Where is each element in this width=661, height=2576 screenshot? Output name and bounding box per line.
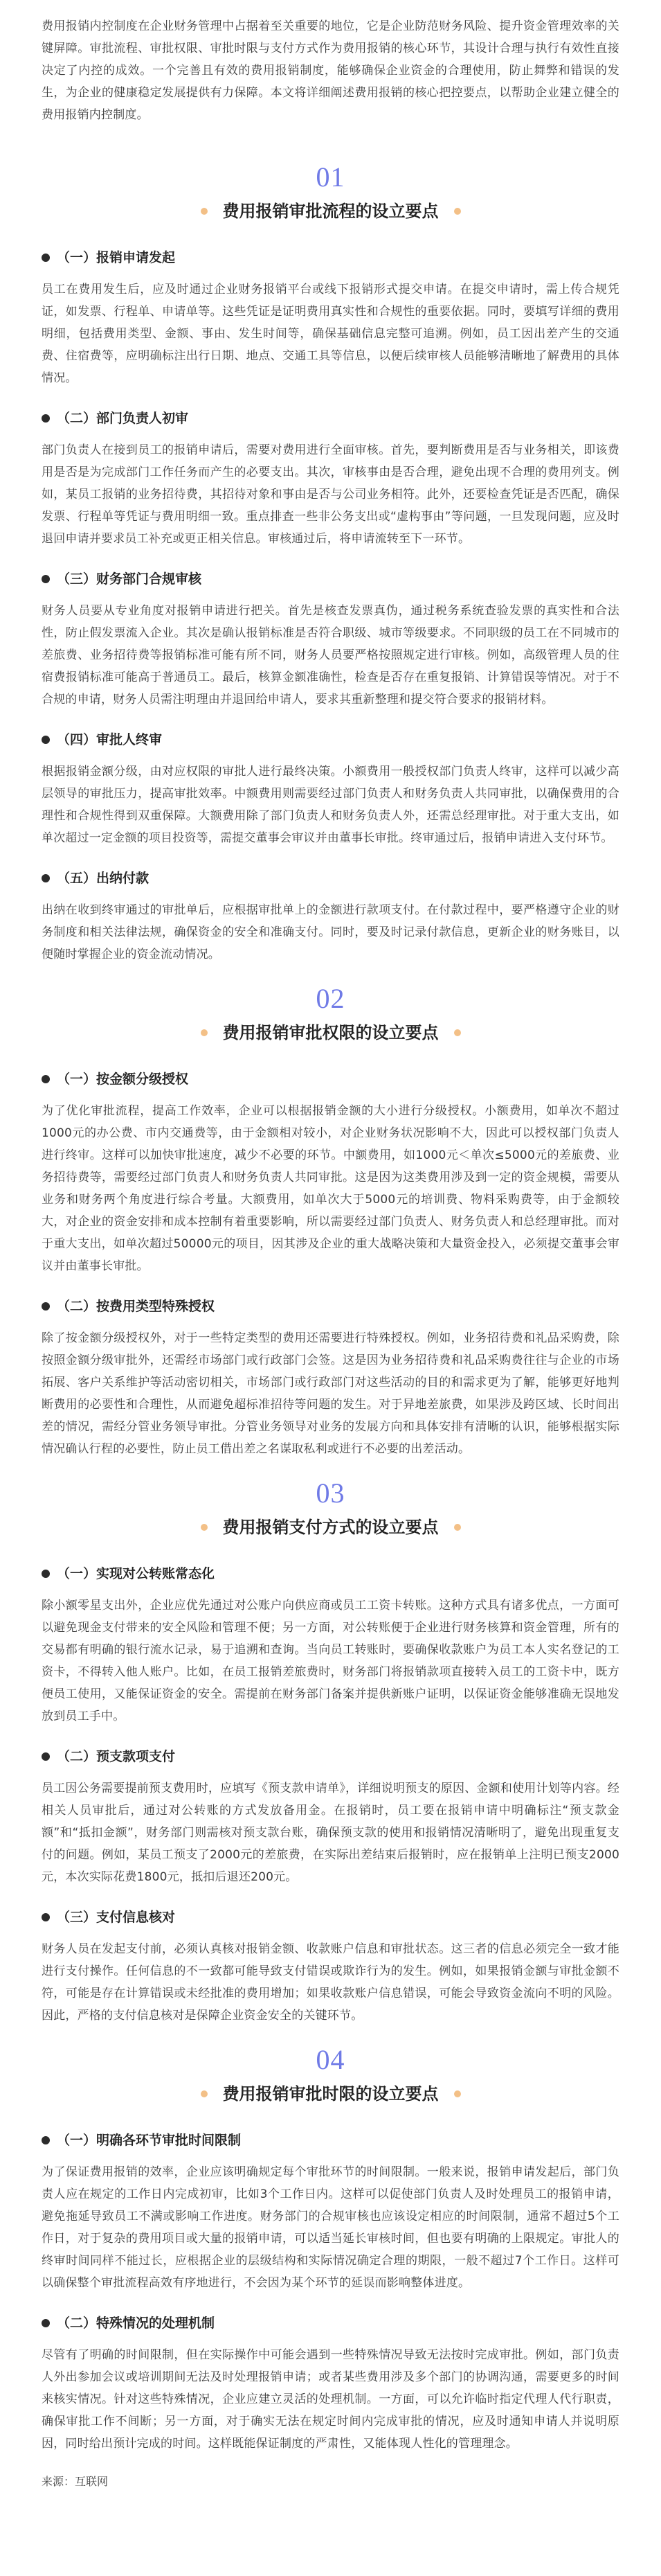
subsection-paragraph: 为了保证费用报销的效率，企业应该明确规定每个审批环节的时间限制。一般来说，报销申请发起后，部门负责人应在规定的工作日内完成初审，比如3个工作日内。这样可以促使部门负责人及时处理员工的报销申请，避免拖延导致员工不满或影响工作进度。财务部门的合规审核也应该设定相应的时间限制，通常不超过5个工作日，对于复杂的费用项目或大量的报销申请，可以适当延长审核时间，但也要有明确的上限规定。审批人的终审时间同样不能过长，应根据企业的层级结构和实际情况确定合理的期限，一般不超过7个工作日。这样可以确保整个审批流程高效有序地进行，不会因为某个环节的延误而影响整体进度。 <box>42 2165 619 2290</box>
section-title-row <box>42 2082 619 2106</box>
section-4 <box>42 2045 619 2455</box>
subsection-title: （二）特殊情况的处理机制 <box>57 2316 215 2331</box>
section-1 <box>42 162 619 966</box>
section-header <box>42 984 619 1045</box>
decor-dot-icon <box>201 208 208 215</box>
decor-dot-icon <box>454 1524 461 1531</box>
subsection-heading <box>42 1564 619 1583</box>
section-number: 02 <box>316 983 345 1014</box>
subsection-paragraph: 根据报销金额分级，由对应权限的审批人进行最终决策。小额费用一般授权部门负责人终审，这样可以减少高层领导的审批压力，提高审批效率。中额费用则需要经过部门负责人和财务负责人共同审批，以确保费用的合理性和合规性得到双重保障。大额费用除了部门负责人和财务负责人外，还需总经理审批。对于重大支出，如单次超过一定金额的项目投资等，需提交董事会审议并由董事长审批。终审通过后，报销申请进入支付环节。 <box>42 765 619 845</box>
subsection-title: （一）实现对公转账常态化 <box>57 1566 215 1581</box>
bullet-dot-icon <box>42 575 50 583</box>
decor-dot-icon <box>454 2090 461 2097</box>
section-title: 费用报销审批权限的设立要点 <box>222 1023 439 1042</box>
subsection-title: （五）出纳付款 <box>57 871 150 886</box>
bullet-dot-icon <box>42 1302 50 1311</box>
subsection-heading <box>42 248 619 267</box>
subsection-paragraph: 部门负责人在接到员工的报销申请后，需要对费用进行全面审核。首先，要判断费用是否与业务相关，即该费用是否是为完成部门工作任务而产生的必要支出。其次，审核事由是否合理，避免出现不合理的费用列支。例如，某员工报销的业务招待费，其招待对象和事由是否与公司业务相符。此外，还要检查凭证是否匹配，确保发票、行程单等凭证与费用明细一致。重点排查一些非公务支出或“虚构事由”等问题，一旦发现问题，应及时退回申请并要求员工补充或更正相关信息。审核通过后，将申请流转至下一环节。 <box>42 443 619 546</box>
section-header <box>42 1478 619 1539</box>
subsection-heading <box>42 569 619 589</box>
subsection-title: （二）部门负责人初审 <box>57 411 189 426</box>
section-number: 01 <box>316 161 345 193</box>
decor-dot-icon <box>201 1524 208 1531</box>
section-title: 费用报销支付方式的设立要点 <box>222 1518 439 1537</box>
subsection-title: （一）明确各环节审批时间限制 <box>57 2133 242 2148</box>
decor-dot-icon <box>454 208 461 215</box>
bullet-dot-icon <box>42 736 50 744</box>
subsection-paragraph: 员工在费用发生后，应及时通过企业财务报销平台或线下报销形式提交申请。在提交申请时，需上传合规凭证，如发票、行程单、申请单等。这些凭证是证明费用真实性和合规性的重要依据。同时，要填写详细的费用明细，包括费用类型、金额、事由、发生时间等，确保基础信息完整可追溯。例如，员工因出差产生的交通费、住宿费等，应明确标注出行日期、地点、交通工具等信息，以便后续审核人员能够清晰地了解费用的具体情况。 <box>42 283 619 385</box>
intro-paragraph: 费用报销内控制度在企业财务管理中占据着至关重要的地位，它是企业防范财务风险、提升资金管理效率的关键屏障。审批流程、审批权限、审批时限与支付方式作为费用报销的核心环节，其设计合理与执行有效性直接决定了内控的成效。一个完善且有效的费用报销制度，能够确保企业资金的合理使用，防止舞弊和错误的发生，为企业的健康稳定发展提供有力保障。本文将详细阐述费用报销的核心把控要点，以帮助企业建立健全的费用报销内控制度。 <box>42 19 619 122</box>
subsection-title: （二）按费用类型特殊授权 <box>57 1299 215 1314</box>
section-number: 03 <box>316 1477 345 1509</box>
subsection-paragraph: 员工因公务需要提前预支费用时，应填写《预支款申请单》，详细说明预支的原因、金额和使用计划等内容。经相关人员审批后，通过对公转账的方式发放备用金。在报销时，员工要在报销申请中明确标注“预支款金额”和“抵扣金额”，财务部门则需核对预支款台账，确保预支款的使用和报销情况清晰明了，避免出现重复支付的问题。例如，某员工预支了2000元的差旅费，在实际出差结束后报销时，应在报销单上注明已预支2000元，本次实际花费1800元，抵扣后退还200元。 <box>42 1782 619 1884</box>
subsection-title: （三）财务部门合规审核 <box>57 571 202 587</box>
subsection-paragraph: 尽管有了明确的时间限制，但在实际操作中可能会遇到一些特殊情况导致无法按时完成审批。例如，部门负责人外出参加会议或培训期间无法及时处理报销申请；或者某些费用涉及多个部门的协调沟通，需要更多的时间来核实情况。针对这些特殊情况，企业应建立灵活的处理机制。一方面，可以允许临时指定代理人代行职责，确保审批工作不间断；另一方面，对于确实无法在规定时间内完成审批的情况，应及时通知申请人并说明原因，同时给出预计完成的时间。这样既能保证制度的严肃性，又能体现人性化的管理理念。 <box>42 2348 619 2451</box>
subsection-title: （三）支付信息核对 <box>57 1910 176 1925</box>
subsection-heading <box>42 730 619 749</box>
subsection-heading <box>42 1908 619 1927</box>
subsection-heading <box>42 2131 619 2150</box>
bullet-dot-icon <box>42 254 50 262</box>
subsection-heading <box>42 869 619 888</box>
subsection-heading <box>42 1747 619 1766</box>
section-header <box>42 2045 619 2106</box>
section-title-row <box>42 1021 619 1045</box>
bullet-dot-icon <box>42 1075 50 1083</box>
subsection-heading <box>42 1069 619 1089</box>
subsection-title: （一）报销申请发起 <box>57 250 176 265</box>
subsection-heading <box>42 2313 619 2333</box>
subsection-paragraph: 财务人员要从专业角度对报销申请进行把关。首先是核查发票真伪，通过税务系统查验发票的真实性和合法性，防止假发票流入企业。其次是确认报销标准是否符合职级、城市等级要求。不同职级的员工在不同城市的差旅费、业务招待费等报销标准可能有所不同，财务人员要严格按照规定进行审核。例如，高级管理人员的住宿费报销标准可能高于普通员工。最后，核算金额准确性，检查是否存在重复报销、计算错误等情况。对于不合规的申请，财务人员需注明理由并退回给申请人，要求其重新整理和提交符合要求的报销材料。 <box>42 604 619 707</box>
subsection-title: （二）预支款项支付 <box>57 1749 176 1764</box>
subsection-paragraph: 财务人员在发起支付前，必须认真核对报销金额、收款账户信息和审批状态。这三者的信息必须完全一致才能进行支付操作。任何信息的不一致都可能导致支付错误或欺诈行为的发生。例如，如果报销金额与审批金额不符，可能是存在计算错误或未经批准的费用增加；如果收款账户信息错误，可能会导致资金流向不明的风险。因此，严格的支付信息核对是保障企业资金安全的关键环节。 <box>42 1942 619 2023</box>
subsection-paragraph: 除小额零星支出外，企业应优先通过对公账户向供应商或员工工资卡转账。这种方式具有诸多优点，一方面可以避免现金支付带来的安全风险和管理不便；另一方面，对公转账便于企业进行财务核算和资金管理，所有的交易都有明确的银行流水记录，易于追溯和查询。当向员工转账时，要确保收款账户为员工本人实名登记的工资卡，不得转入他人账户。比如，在员工报销差旅费时，财务部门将报销款项直接转入员工的工资卡中，既方便员工使用，又能保证资金的安全。需提前在财务部门备案并提供新账户证明，以保证资金能够准确无误地发放到员工手中。 <box>42 1599 619 1723</box>
section-title: 费用报销审批时限的设立要点 <box>222 2084 439 2104</box>
bullet-dot-icon <box>42 2319 50 2327</box>
section-title: 费用报销审批流程的设立要点 <box>222 202 439 221</box>
bullet-dot-icon <box>42 1570 50 1578</box>
bullet-dot-icon <box>42 2136 50 2144</box>
source-line: 来源：互联网 <box>42 2475 109 2488</box>
section-number: 04 <box>316 2044 345 2075</box>
subsection-paragraph: 出纳在收到终审通过的审批单后，应根据审批单上的金额进行款项支付。在付款过程中，要严格遵守企业的财务制度和相关法律法规，确保资金的安全和准确支付。同时，要及时记录付款信息，更新企业的财务账目，以便随时掌握企业的资金流动情况。 <box>42 903 619 961</box>
bullet-dot-icon <box>42 874 50 882</box>
section-title-row <box>42 1516 619 1539</box>
subsection-paragraph: 为了优化审批流程，提高工作效率，企业可以根据报销金额的大小进行分级授权。小额费用，如单次不超过1000元的办公费、市内交通费等，由于金额相对较小，对企业财务状况影响不大，因此可以授权部门负责人进行终审。这样可以加快审批速度，减少不必要的环节。中额费用，如1000元＜单次≤5000元的差旅费、业务招待费等，需要经过部门负责人和财务负责人共同审批。这是因为这类费用涉及到一定的资金规模，需要从业务和财务两个角度进行综合考量。大额费用，如单次大于5000元的培训费、物料采购费等，由于金额较大，对企业的资金安排和成本控制有着重要影响，所以需要经过部门负责人、财务负责人和总经理审批。而对于重大支出，如单次超过50000元的项目，因其涉及企业的重大战略决策和大量资金投入，必须提交董事会审议并由董事长审批。 <box>42 1104 619 1273</box>
subsection-title: （四）审批人终审 <box>57 732 163 747</box>
bullet-dot-icon <box>42 1913 50 1921</box>
decor-dot-icon <box>201 1029 208 1036</box>
subsection-title: （一）按金额分级授权 <box>57 1072 189 1087</box>
section-2 <box>42 984 619 1460</box>
section-3 <box>42 1478 619 2027</box>
bullet-dot-icon <box>42 414 50 423</box>
decor-dot-icon <box>454 1029 461 1036</box>
decor-dot-icon <box>201 2090 208 2097</box>
subsection-paragraph: 除了按金额分级授权外，对于一些特定类型的费用还需要进行特殊授权。例如，业务招待费和礼品采购费，除按照金额分级审批外，还需经市场部门或行政部门会签。这是因为业务招待费和礼品采购费往往与企业的市场拓展、客户关系维护等活动密切相关，市场部门或行政部门对这些活动的目的和需求更为了解，能够更好地判断费用的必要性和合理性，从而避免超标准招待等问题的发生。对于异地差旅费，如果涉及跨区域、长时间出差的情况，需经分管业务领导审批。分管业务领导对业务的发展方向和具体安排有清晰的认识，能够根据实际情况确认行程的必要性，防止员工借出差之名谋取私利或进行不必要的出差活动。 <box>42 1331 619 1456</box>
section-title-row <box>42 199 619 223</box>
subsection-heading <box>42 1297 619 1316</box>
sections-container <box>42 162 619 2455</box>
subsection-heading <box>42 409 619 428</box>
section-header <box>42 162 619 223</box>
bullet-dot-icon <box>42 1752 50 1761</box>
